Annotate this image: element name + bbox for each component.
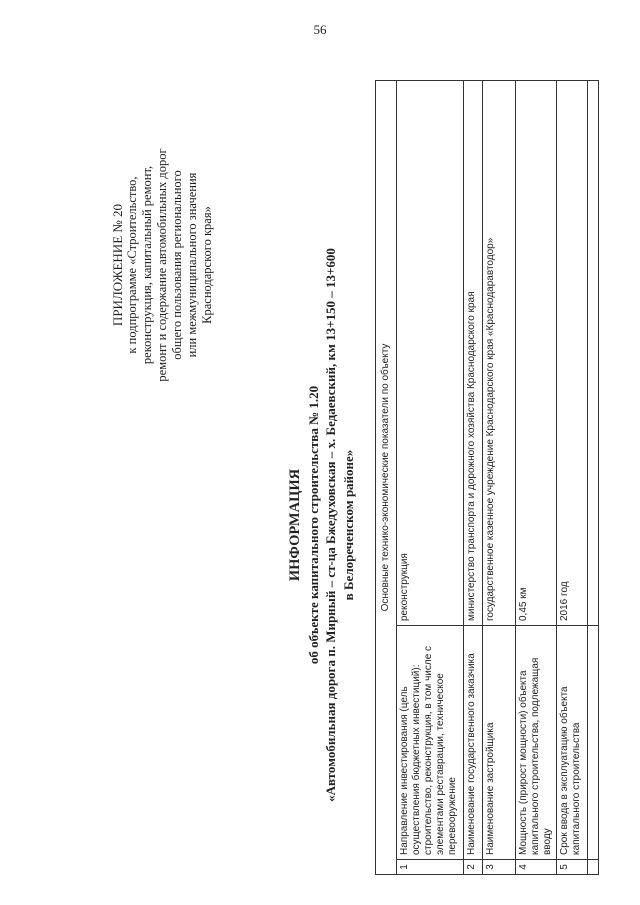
table-header-cell: Основные технико-экономические показатели по объекту (376, 81, 397, 875)
row-name: Мощность (прирост мощности) объекта капитального строительства, подлежащая вводу (516, 626, 557, 860)
empty-cell (588, 626, 599, 860)
table-row (483, 81, 516, 875)
row-value: государственное казенное учреждение Краснодарского края «Краснодаравтодор» (483, 81, 516, 626)
table-empty-row (588, 81, 599, 875)
table-row (397, 81, 464, 875)
appendix-line: Краснодарского края» (200, 206, 214, 324)
row-value: 2016 год (557, 81, 588, 626)
page-number: 56 (313, 22, 327, 37)
row-value: 0,45 км (516, 81, 557, 626)
empty-cell (588, 81, 599, 626)
row-name: Наименование государственного заказчика (464, 626, 483, 860)
appendix-line: ремонт и содержание автомобильных дорог (155, 148, 169, 382)
row-number: 1 (397, 860, 464, 875)
appendix-line: реконструкция, капитальный ремонт, (140, 165, 154, 365)
table-header-row (376, 81, 397, 875)
row-number: 5 (557, 860, 588, 875)
appendix-line: к подпрограмме «Строительство, (125, 176, 139, 354)
table-row (557, 81, 588, 875)
appendix-line: или межмуниципального значения (185, 172, 199, 358)
title-line: в Белореченском районе» (340, 449, 356, 601)
row-value: реконструкция (397, 81, 464, 626)
title-main: ИНФОРМАЦИЯ (287, 468, 303, 582)
table-row (464, 81, 483, 875)
appendix-title: ПРИЛОЖЕНИЕ № 20 (110, 203, 125, 327)
document-title (287, 215, 357, 835)
row-number: 2 (464, 860, 483, 875)
empty-cell (588, 860, 599, 875)
appendix-line: общего пользования регионального (170, 170, 184, 360)
title-line: об объекте капитального строительства № 1.20 (305, 385, 321, 665)
rotated-content (45, 55, 620, 875)
indicators-table (375, 80, 599, 875)
row-number: 3 (483, 860, 516, 875)
table-row (516, 81, 557, 875)
row-name: Направление инвестирования (цель осуществления бюджетных инвестиций): строительство, реконструкция, в том числе с элементами реставрации, техническое перевооружение (397, 626, 464, 860)
row-value: министерство транспорта и дорожного хозяйства Краснодарского края (464, 81, 483, 626)
row-name: Наименование застройщика (483, 626, 516, 860)
appendix-block (110, 75, 215, 455)
row-name: Срок ввода в эксплуатацию объекта капитального строительства (557, 626, 588, 860)
row-number: 4 (516, 860, 557, 875)
title-line: «Автомобильная дорога п. Мирный – ст-ца Бжедуховская – х. Бедаевский, км 13+150 – 13+600 (323, 248, 338, 802)
